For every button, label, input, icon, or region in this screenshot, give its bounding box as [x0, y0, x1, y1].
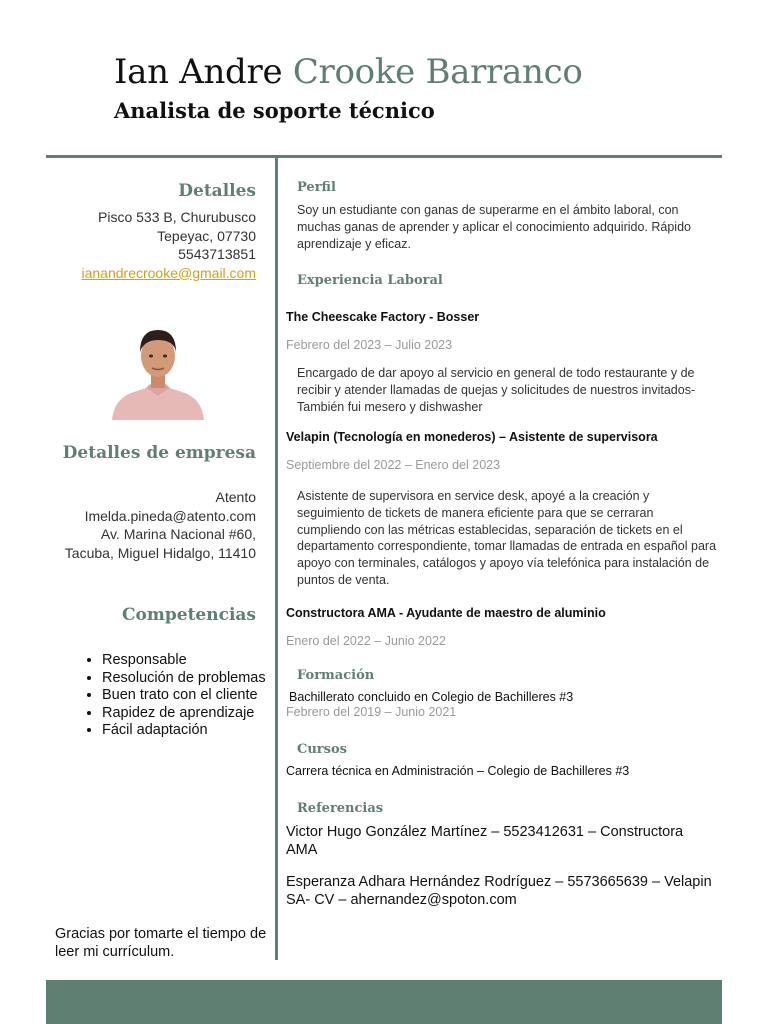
job-title-1: The Cheescake Factory - Bosser [286, 310, 480, 324]
address-line2: Tepeyac, 07730 [157, 227, 256, 244]
education-date: Febrero del 2019 – Junio 2021 [286, 705, 457, 719]
column-divider [275, 158, 278, 960]
job-date-3: Enero del 2022 – Junio 2022 [286, 634, 446, 648]
reference-2: Esperanza Adhara Hernández Rodríguez – 5573665639 – Velapin SA- CV – ahernandez@spoton.com [286, 874, 712, 908]
job-date-2: Septiembre del 2022 – Enero del 2023 [286, 458, 501, 472]
company-line2: Imelda.pineda@atento.com [84, 507, 256, 524]
courses-text: Carrera técnica en Administración – Colegio de Bachilleres #3 [286, 764, 630, 778]
skills-heading: Competencias [122, 605, 256, 625]
company-details [26, 488, 256, 562]
contact-details [36, 208, 256, 282]
footer-bar [46, 980, 722, 1024]
courses-heading: Cursos [297, 742, 347, 757]
company-line4: Tacuba, Miguel Hidalgo, 11410 [64, 544, 256, 561]
skill-item: • Rapidez de aprendizaje [102, 705, 294, 723]
education-text: Bachillerato concluido en Colegio de Bachilleres #3 [289, 690, 574, 704]
header-divider [46, 155, 722, 158]
skills-list [78, 652, 294, 740]
company-line3: Av. Marina Nacional #60, [100, 526, 256, 542]
skill-item: • Responsable [102, 652, 294, 670]
profile-photo [104, 318, 212, 420]
job-title: Analista de soporte técnico [114, 98, 435, 123]
email-link[interactable]: ianandrecrooke@gmail.com [81, 264, 256, 281]
education-heading: Formación [297, 668, 375, 683]
skill-item: • Fácil adaptación [102, 722, 294, 740]
job-date-1: Febrero del 2023 – Julio 2023 [286, 338, 453, 352]
closing-note: Gracias por tomarte el tiempo de leer mi currículum. [55, 926, 267, 960]
last-name: Crooke Barranco [292, 52, 583, 92]
company-line1: Atento [215, 489, 256, 505]
profile-text: Soy un estudiante con ganas de superarme en el ámbito laboral, con muchas ganas de aprender y aplicar el conocimiento adquirido. Rápido aprendizaje y eficaz. [297, 203, 691, 251]
address-line1: Pisco 533 B, Churubusco [98, 209, 256, 225]
candidate-name [114, 52, 583, 92]
job-title-3: Constructora AMA - Ayudante de maestro de aluminio [286, 606, 606, 620]
skill-item: • Resolución de problemas [102, 670, 294, 688]
references-heading: Referencias [297, 801, 384, 816]
details-heading: Detalles [178, 181, 256, 201]
reference-1: Victor Hugo González Martínez – 5523412631 – Constructora AMA [286, 824, 684, 858]
job-title-2: Velapin (Tecnología en monederos) – Asistente de supervisora [286, 430, 658, 444]
job-description-1: Encargado de dar apoyo al servicio en general de todo restaurante y de recibir y atender llamadas de quejas y solicitudes de nuestros invitados- También fui mesero y dishwasher [297, 366, 696, 414]
company-details-heading: Detalles de empresa [62, 443, 256, 463]
first-name: Ian Andre [114, 52, 283, 92]
skill-item: • Buen trato con el cliente [102, 687, 294, 705]
phone: 5543713851 [178, 246, 256, 262]
experience-heading: Experiencia Laboral [297, 273, 443, 288]
job-description-2: Asistente de supervisora en service desk, apoyé a la creación y seguimiento de tickets de manera eficiente para que se cerraran cumpliendo con las métricas establecidas, separación de tickets en el departamento correspondiente, tomar llamadas de entrada en español para apoyo con terminales, catálogos y apoyo vía telefónica para instalación de puntos de venta. [297, 489, 717, 587]
profile-heading: Perfil [297, 180, 336, 195]
